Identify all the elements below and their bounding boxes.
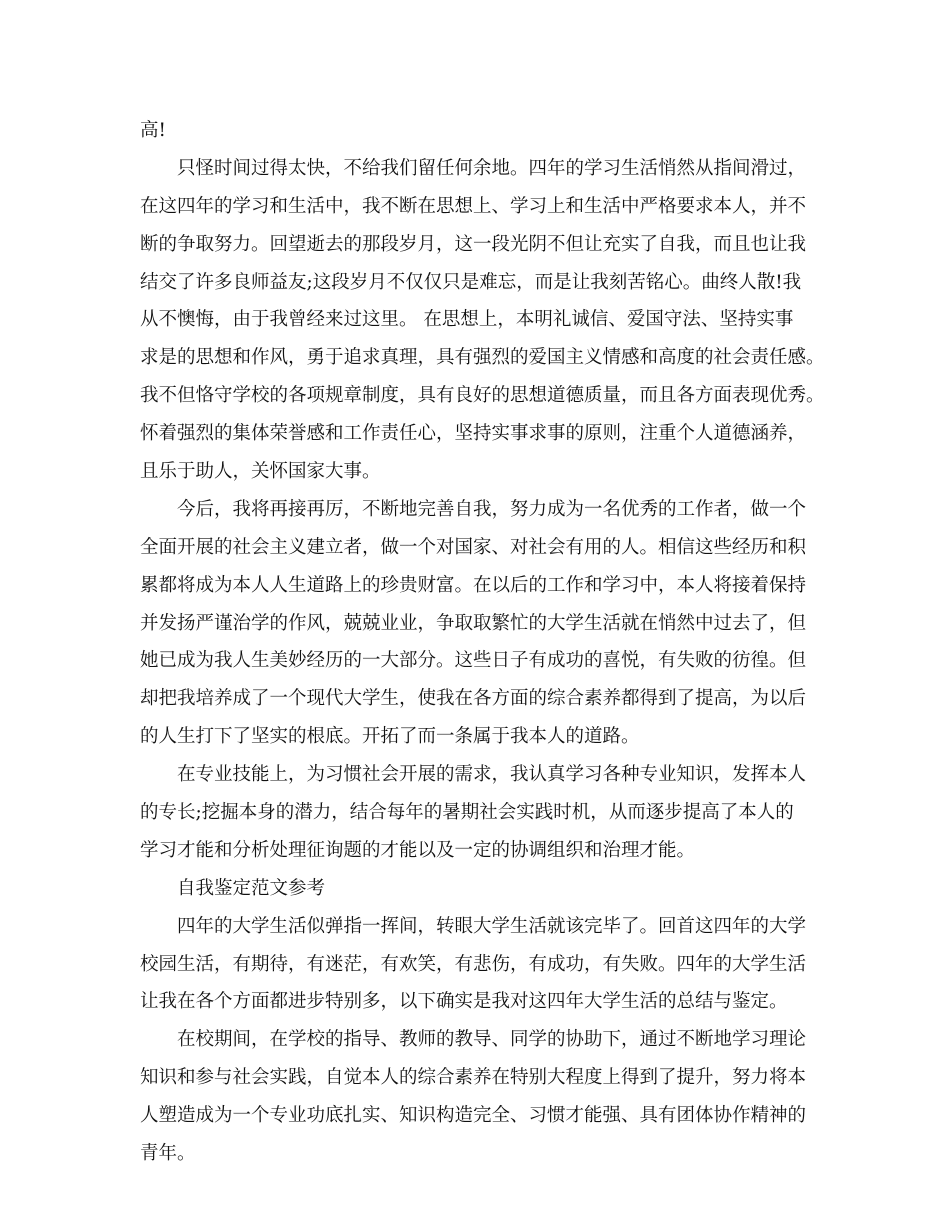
paragraph-first-line: 今后，我将再接再厉，不断地完善自我，努力成为一名优秀的工作者，做一个	[177, 498, 807, 520]
paragraph-first-line: 只怪时间过得太快，不给我们留任何余地。四年的学习生活悄然从指间滑过，	[177, 157, 807, 179]
text-line: 从不懊悔，由于我曾经来过这里。 在思想上，本明礼诚信、爱国守法、坚持实事	[140, 309, 794, 331]
text-line: 在这四年的学习和生活中，我不断在思想上、学习上和生活中严格要求本人，并不	[140, 195, 807, 217]
section-heading: 自我鉴定范文参考	[177, 877, 326, 899]
text-line: 结交了许多良师益友;这段岁月不仅仅只是难忘，而是让我刻苦铭心。曲终人散!我	[140, 271, 802, 293]
text-line: 人塑造成为一个专业功底扎实、知识构造完全、习惯才能强、具有团体协作精神的	[140, 1105, 807, 1127]
paragraph-first-line: 四年的大学生活似弹指一挥间，转眼大学生活就该完毕了。回首这四年的大学	[177, 915, 807, 937]
text-line: 且乐于助人，关怀国家大事。	[140, 461, 381, 483]
paragraph-first-line: 在校期间，在学校的指导、教师的教导、同学的协助下，通过不断地学习理论	[177, 1029, 807, 1051]
text-line: 让我在各个方面都进步特别多，以下确实是我对这四年大学生活的总结与鉴定。	[140, 991, 788, 1013]
text-line: 断的争取努力。回望逝去的那段岁月，这一段光阴不但让充实了自我，而且也让我	[140, 233, 807, 255]
text-line: 累都将成为本人人生道路上的珍贵财富。在以后的工作和学习中，本人将接着保持	[140, 574, 807, 596]
text-line: 高!	[140, 120, 166, 141]
paragraph-first-line: 在专业技能上，为习惯社会开展的需求，我认真学习各种专业知识，发挥本人	[177, 764, 807, 786]
text-line: 她已成为我人生美妙经历的一大部分。这些日子有成功的喜悦，有失败的彷徨。但	[140, 650, 807, 672]
text-line: 校园生活，有期待，有迷茫，有欢笑，有悲伤，有成功，有失败。四年的大学生活	[140, 953, 807, 975]
text-line: 青年。	[140, 1143, 196, 1165]
text-line: 并发扬严谨治学的作风，兢兢业业，争取取繁忙的大学生活就在悄然中过去了，但	[140, 612, 807, 634]
text-line: 学习才能和分析处理征询题的才能以及一定的协调组织和治理才能。	[140, 839, 696, 861]
text-line: 全面开展的社会主义建立者，做一个对国家、对社会有用的人。相信这些经历和积	[140, 536, 807, 558]
text-line: 求是的思想和作风，勇于追求真理，具有强烈的爱国主义情感和高度的社会责任感。	[140, 347, 825, 369]
text-line: 的人生打下了坚实的根底。开拓了而一条属于我本人的道路。	[140, 726, 640, 748]
text-line: 怀着强烈的集体荣誉感和工作责任心，坚持实事求事的原则，注重个人道德涵养，	[140, 423, 807, 445]
document-body	[140, 112, 830, 1173]
text-line: 我不但恪守学校的各项规章制度，具有良好的思想道德质量，而且各方面表现优秀。	[140, 385, 825, 407]
text-line: 的专长;挖掘本身的潜力，结合每年的暑期社会实践时机，从而逐步提高了本人的	[140, 802, 794, 824]
text-line: 知识和参与社会实践，自觉本人的综合素养在特别大程度上得到了提升，努力将本	[140, 1067, 807, 1089]
text-line: 却把我培养成了一个现代大学生，使我在各方面的综合素养都得到了提高，为以后	[140, 688, 807, 710]
